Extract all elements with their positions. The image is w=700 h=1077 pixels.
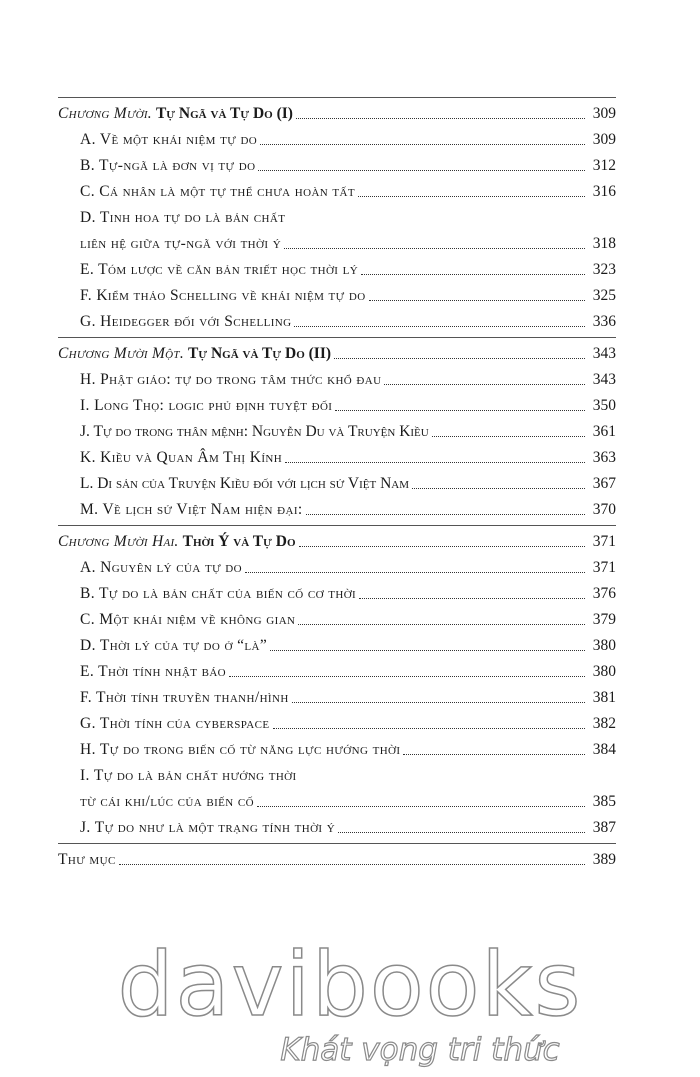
page-number: 309 [592, 105, 616, 122]
toc-entry[interactable] [80, 683, 616, 707]
toc-entry[interactable] [80, 735, 616, 759]
entry-label: B. Tự-ngã là đơn vị tự do [80, 157, 256, 174]
chapter-heading[interactable] [58, 339, 616, 363]
leader-dots [258, 170, 585, 171]
entry-label: I. Tự do là bản chất hướng thời [80, 767, 297, 784]
toc-entry[interactable] [80, 391, 616, 415]
chapter-prefix: Chương Mười Một. [58, 345, 185, 362]
toc-entry[interactable] [80, 281, 616, 305]
page-number: 343 [592, 345, 616, 362]
page-number: 371 [592, 533, 616, 550]
toc-entry[interactable] [80, 761, 616, 785]
chapter-title: Tự Ngã và Tự Do (II) [188, 345, 332, 362]
page-number: 379 [592, 611, 616, 628]
leader-dots [334, 358, 585, 359]
leader-dots [369, 300, 585, 301]
entry-label: L. Di sản của Truyện Kiều đối với lịch sử Việt Nam [80, 475, 410, 492]
page-number: 376 [592, 585, 616, 602]
page-number: 336 [592, 313, 616, 330]
page-number: 370 [592, 501, 616, 518]
leader-dots [296, 118, 585, 119]
toc-entry[interactable] [80, 365, 616, 389]
page-number: 318 [592, 235, 616, 252]
entry-label: Thư mục [58, 851, 116, 868]
entry-label: A. Về một khái niệm tự do [80, 131, 258, 148]
leader-dots [260, 144, 585, 145]
toc-entry[interactable] [80, 787, 616, 811]
entry-label: A. Nguyên lý của tự do [80, 559, 242, 576]
leader-dots [270, 650, 585, 651]
entry-label: K. Kiều và Quan Âm Thị Kính [80, 449, 283, 466]
page-number: 382 [592, 715, 616, 732]
toc-entry[interactable] [80, 255, 616, 279]
leader-dots [292, 702, 585, 703]
entry-label: C. Một khái niệm về không gian [80, 611, 296, 628]
leader-dots [298, 624, 585, 625]
leader-dots [359, 598, 585, 599]
page-number: 380 [592, 637, 616, 654]
entry-label: F. Thời tính truyền thanh/hình [80, 689, 289, 706]
page-number: 325 [592, 287, 616, 304]
toc-entry[interactable] [80, 813, 616, 837]
toc-entry[interactable] [80, 495, 616, 519]
entry-label: D. Tinh hoa tự do là bản chất [80, 209, 286, 226]
entry-label: G. Thời tính của cyberspace [80, 715, 270, 732]
page-number: 343 [592, 371, 616, 388]
page-number: 387 [592, 819, 616, 836]
toc-entry[interactable] [80, 417, 616, 441]
brand-tagline: Khát vọng tri thức [280, 1032, 560, 1068]
entry-label: M. Về lịch sử Việt Nam hiện đại: [80, 501, 303, 518]
entry-label: từ cái khi/lúc của biến cố [80, 793, 254, 810]
page-number: 385 [592, 793, 616, 810]
toc-entry[interactable] [80, 709, 616, 733]
top-rule [58, 97, 616, 98]
entry-label: E. Thời tính nhật báo [80, 663, 227, 680]
brand-logo: davibooks [117, 933, 583, 1036]
entry-label: J. Tự do trong thân mệnh: Nguyễn Du và Truyện Kiều [80, 423, 429, 440]
entry-label: F. Kiểm thảo Schelling về khái niệm tự do [80, 287, 366, 304]
leader-dots [119, 864, 585, 865]
leader-dots [229, 676, 585, 677]
leader-dots [432, 436, 585, 437]
chapter-divider [58, 843, 616, 844]
entry-label: D. Thời lý của tự do ở “là” [80, 637, 268, 654]
toc-entry[interactable] [80, 657, 616, 681]
leader-dots [273, 728, 585, 729]
toc-entry[interactable] [80, 579, 616, 603]
toc-entry[interactable] [80, 177, 616, 201]
leader-dots [403, 754, 585, 755]
entry-label: B. Tự do là bản chất của biến cố cơ thời [80, 585, 357, 602]
leader-dots [294, 326, 585, 327]
leader-dots [285, 462, 585, 463]
toc-entry[interactable] [80, 125, 616, 149]
chapter-heading[interactable] [58, 527, 616, 551]
page-number: 361 [592, 423, 616, 440]
leader-dots [299, 546, 585, 547]
leader-dots [335, 410, 585, 411]
page-number: 363 [592, 449, 616, 466]
page-number: 389 [592, 851, 616, 868]
leader-dots [338, 832, 585, 833]
toc-entry[interactable] [80, 203, 616, 227]
bibliography-entry[interactable] [58, 845, 616, 869]
toc-entry[interactable] [80, 151, 616, 175]
chapter-divider [58, 337, 616, 338]
page-number: 309 [592, 131, 616, 148]
toc-entry[interactable] [80, 443, 616, 467]
leader-dots [361, 274, 585, 275]
page-number: 323 [592, 261, 616, 278]
chapter-title: Thời Ý và Tự Do [182, 533, 296, 550]
leader-dots [412, 488, 585, 489]
chapter-divider [58, 525, 616, 526]
toc-entry[interactable] [80, 307, 616, 331]
leader-dots [284, 248, 585, 249]
entry-label: liên hệ giữa tự-ngã với thời ý [80, 235, 282, 252]
entry-label: C. Cá nhân là một tự thể chưa hoàn tất [80, 183, 356, 200]
toc-entry[interactable] [80, 469, 616, 493]
page-number: 380 [592, 663, 616, 680]
page-number: 312 [592, 157, 616, 174]
chapter-prefix: Chương Mười. [58, 105, 152, 122]
entry-label: E. Tóm lược về căn bản triết học thời lý [80, 261, 359, 278]
page-number: 316 [592, 183, 616, 200]
page-number: 371 [592, 559, 616, 576]
page-number: 384 [592, 741, 616, 758]
toc-entry[interactable] [80, 605, 616, 629]
page-number: 367 [592, 475, 616, 492]
entry-label: H. Phật giáo: tự do trong tâm thức khổ đau [80, 371, 382, 388]
chapter-title: Tự Ngã và Tự Do (I) [155, 105, 293, 122]
page-number: 381 [592, 689, 616, 706]
entry-label: G. Heidegger đối với Schelling [80, 313, 292, 330]
entry-label: I. Long Thọ: logic phủ định tuyệt đối [80, 397, 333, 414]
page-number: 350 [592, 397, 616, 414]
entry-label: J. Tự do như là một trạng tính thời ý [80, 819, 336, 836]
leader-dots [358, 196, 585, 197]
chapter-heading[interactable] [58, 99, 616, 123]
leader-dots [245, 572, 585, 573]
leader-dots [384, 384, 585, 385]
chapter-prefix: Chương Mười Hai. [58, 533, 179, 550]
entry-label: H. Tự do trong biến cố từ năng lực hướng thời [80, 741, 401, 758]
leader-dots [306, 514, 585, 515]
toc-entry[interactable] [80, 553, 616, 577]
toc-entry[interactable] [80, 229, 616, 253]
toc-entry[interactable] [80, 631, 616, 655]
leader-dots [257, 806, 585, 807]
